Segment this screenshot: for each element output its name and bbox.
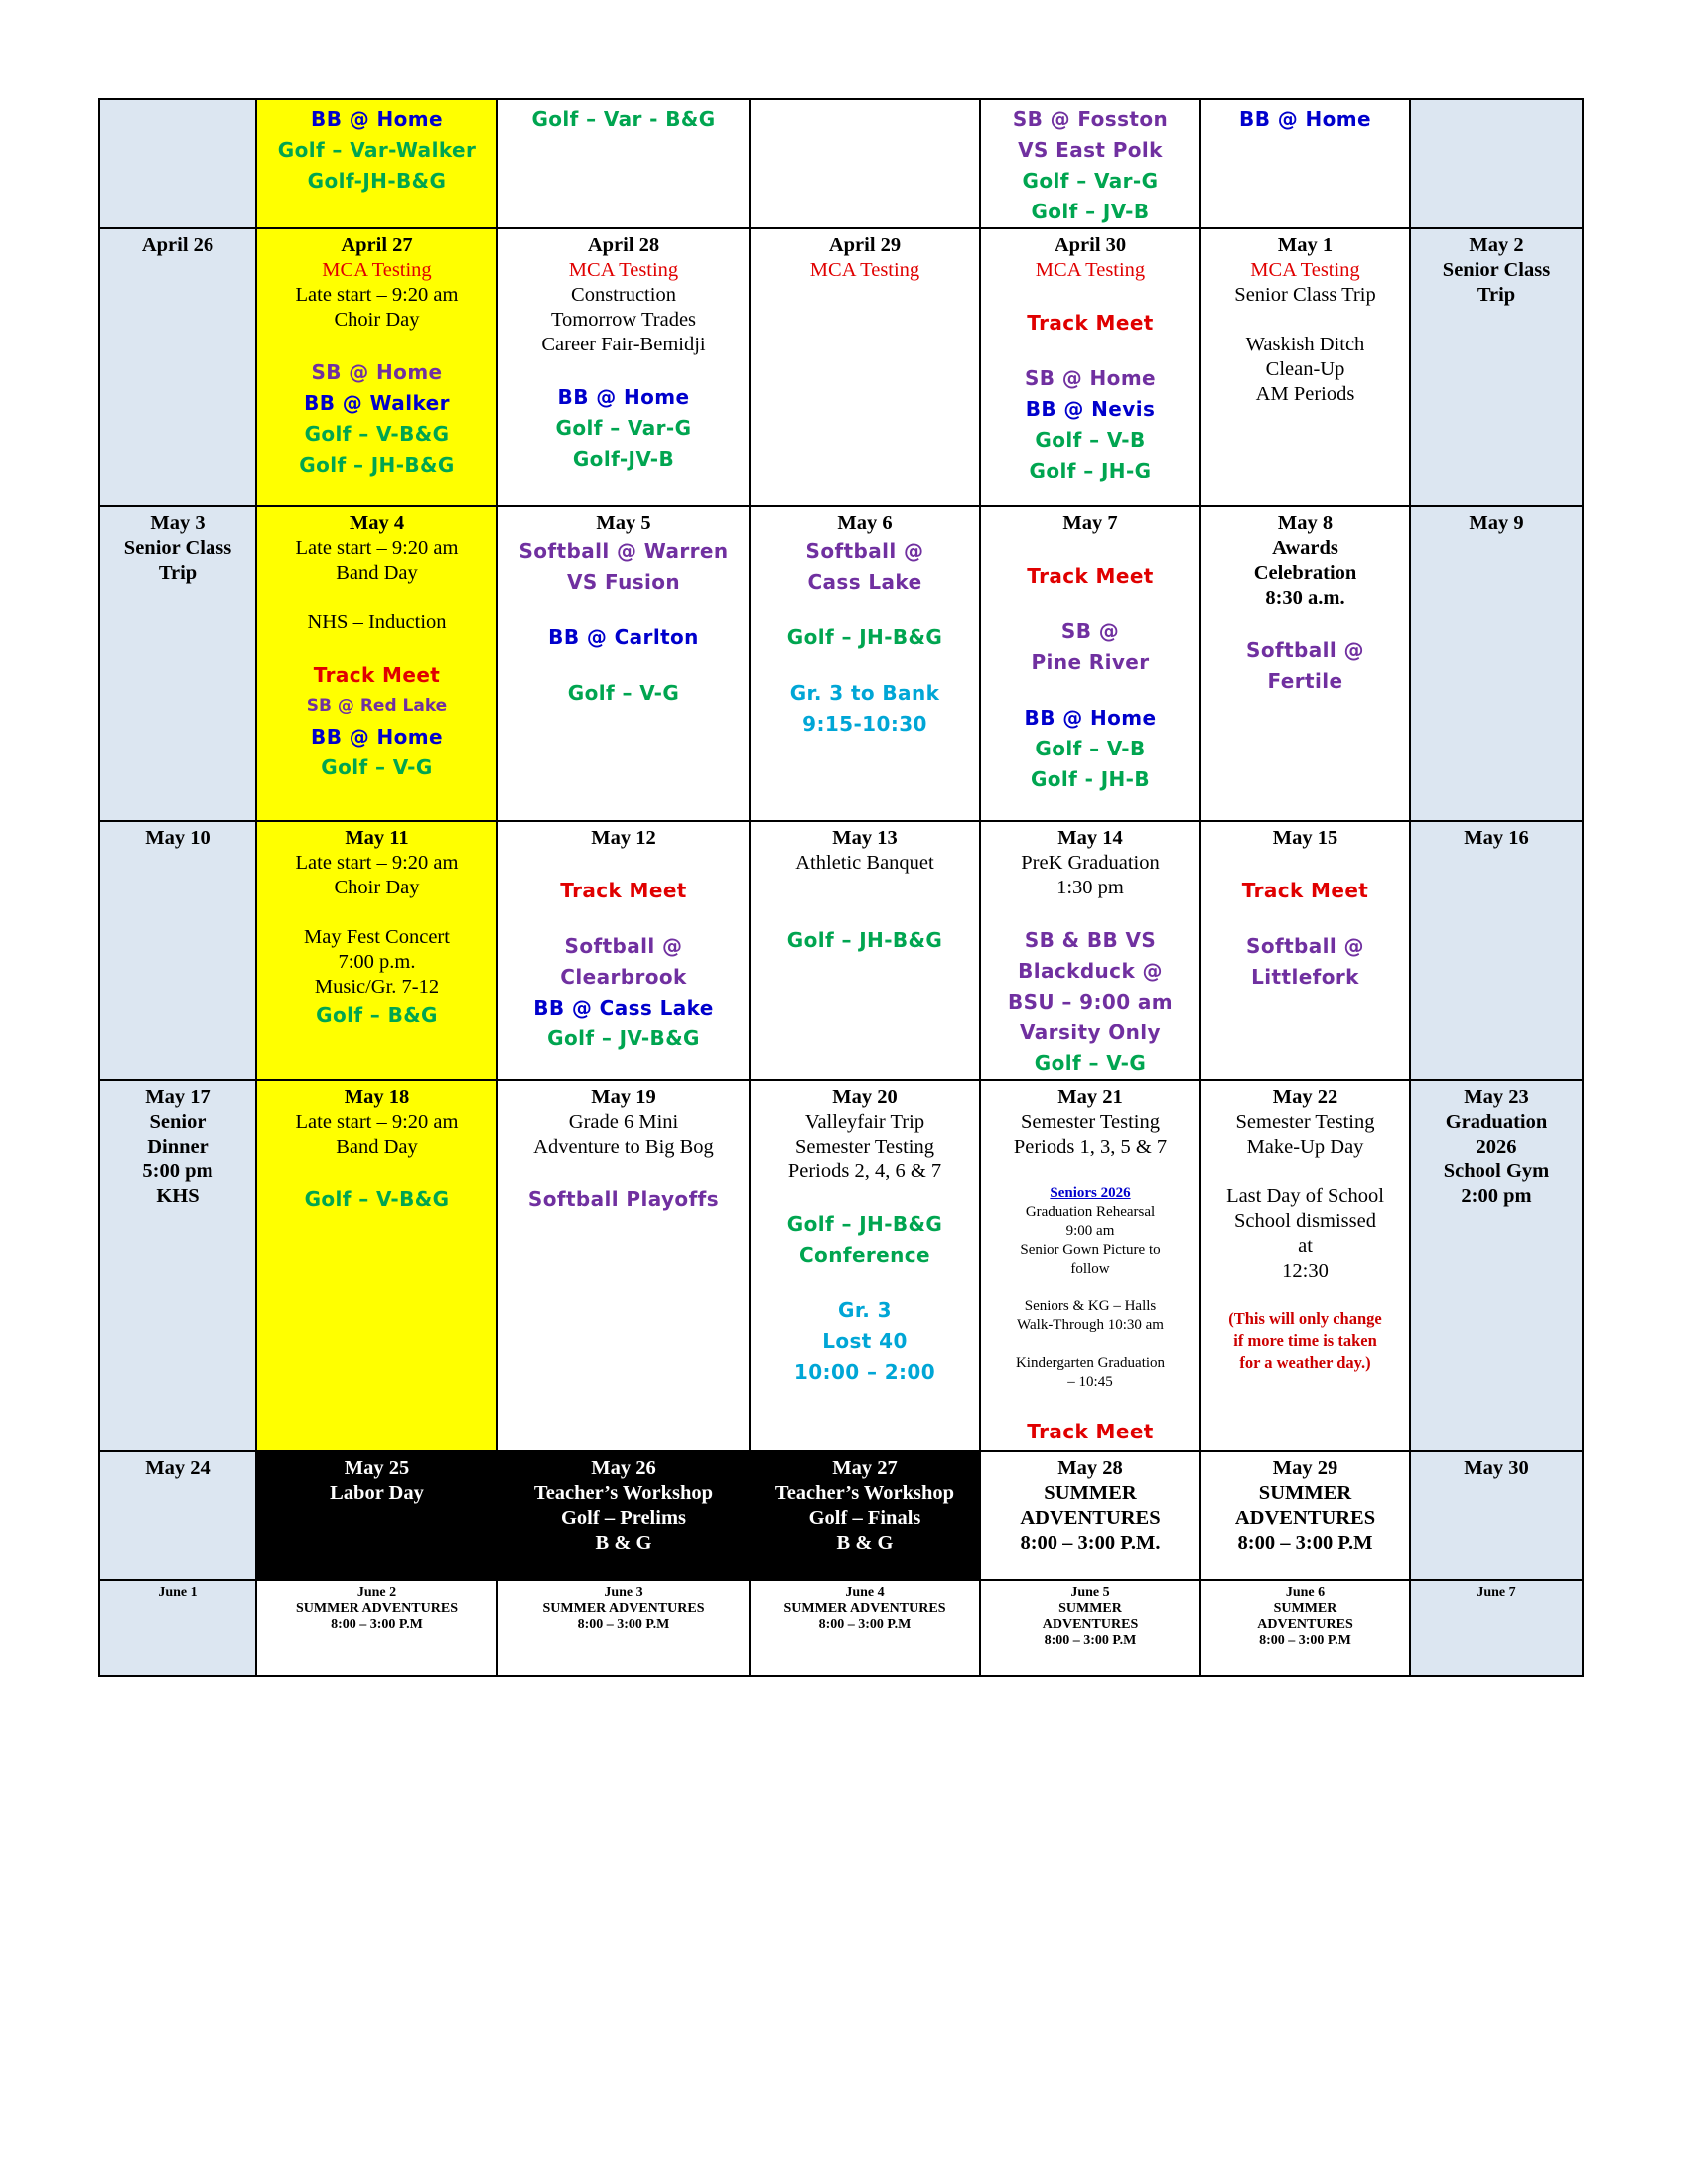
week-row	[99, 228, 1583, 506]
event-line: BB @ Home	[311, 725, 443, 749]
event-line: SUMMER	[1273, 1601, 1337, 1616]
event-line: 7:00 p.m.	[338, 951, 416, 973]
event-line: Celebration	[1253, 562, 1357, 584]
event-line: Kindergarten Graduation	[1015, 1355, 1166, 1371]
day-cell	[256, 821, 497, 1080]
event-line: Gr. 3 to Bank	[789, 681, 940, 705]
event-line: for a weather day.)	[1239, 1353, 1371, 1372]
event-line: 5:00 pm	[142, 1160, 213, 1182]
day-cell	[99, 228, 256, 506]
event-line: BB @ Carlton	[548, 625, 699, 649]
spacer	[1204, 1284, 1406, 1308]
event-line: May 27	[832, 1457, 898, 1479]
event-line: 9:00 am	[1065, 1223, 1115, 1239]
day-cell	[497, 228, 750, 506]
event-line: June 5	[1070, 1585, 1110, 1600]
event-line: Softball @	[564, 934, 683, 958]
day-cell	[497, 1080, 750, 1451]
event-line: Periods 2, 4, 6 & 7	[787, 1160, 942, 1182]
event-line: (This will only change	[1228, 1309, 1382, 1328]
event-line: Golf – V-B&G	[304, 1187, 450, 1211]
event-line: Golf – V-B&G	[304, 422, 450, 446]
event-line: April 29	[828, 234, 902, 256]
event-line: Lost 40	[822, 1329, 908, 1353]
spacer	[501, 653, 746, 678]
spacer	[984, 1279, 1196, 1297]
day-cell	[497, 821, 750, 1080]
event-line: June 2	[356, 1585, 397, 1600]
day-cell	[1200, 228, 1410, 506]
event-line: April 30	[1054, 234, 1127, 256]
event-line: May 6	[837, 512, 893, 534]
event-line: BB @ Home	[311, 107, 443, 131]
event-line: 8:00 – 3:00 P.M	[331, 1617, 423, 1632]
spacer	[260, 635, 493, 660]
day-cell	[1200, 1080, 1410, 1451]
day-cell	[497, 1451, 750, 1580]
event-line: May 29	[1272, 1457, 1338, 1479]
event-line: Awards	[1272, 537, 1338, 559]
event-line: if more time is taken	[1233, 1331, 1377, 1350]
event-line: Gr. 3	[838, 1298, 892, 1322]
event-line: Teacher’s Workshop	[533, 1482, 714, 1504]
day-cell	[1410, 1580, 1583, 1676]
event-line: Seniors 2026	[1050, 1185, 1131, 1201]
event-line: VS East Polk	[1018, 138, 1163, 162]
spacer	[260, 900, 493, 925]
event-line: BB @ Home	[1024, 706, 1157, 730]
event-line: MCA Testing	[1250, 259, 1360, 281]
day-cell	[750, 228, 980, 506]
spacer	[984, 592, 1196, 616]
event-line: May 28	[1057, 1457, 1123, 1479]
event-line: April 27	[341, 234, 413, 256]
event-line: ADVENTURES	[1020, 1507, 1161, 1529]
calendar-body	[99, 99, 1583, 1676]
spacer	[984, 678, 1196, 703]
event-line: May 19	[591, 1086, 656, 1108]
week-row	[99, 821, 1583, 1080]
spacer	[1204, 851, 1406, 876]
event-line: KHS	[156, 1185, 200, 1207]
event-line: Graduation	[1445, 1111, 1548, 1133]
day-cell	[1200, 506, 1410, 821]
event-line: May 13	[832, 827, 898, 849]
event-line: May 2	[1469, 234, 1524, 256]
event-line: May 1	[1277, 234, 1334, 256]
spacer	[754, 1271, 976, 1296]
event-line: Golf – JH-G	[1029, 459, 1152, 482]
day-cell	[980, 506, 1200, 821]
event-line: SB @ Home	[1024, 366, 1157, 390]
event-line: SUMMER ADVENTURES	[296, 1601, 458, 1616]
event-line: Band Day	[336, 1136, 418, 1158]
event-line: May 18	[344, 1086, 410, 1108]
spacer	[501, 906, 746, 931]
day-cell	[256, 506, 497, 821]
spacer	[1204, 906, 1406, 931]
event-line: Track Meet	[1027, 311, 1154, 335]
event-line: Last Day of School	[1226, 1185, 1384, 1207]
event-line: Career Fair-Bemidji	[541, 334, 706, 355]
event-line: Track Meet	[560, 879, 687, 902]
event-line: May 5	[596, 512, 651, 534]
event-line: May 24	[145, 1457, 211, 1479]
event-line: ADVENTURES	[1257, 1617, 1353, 1632]
event-line: Golf – JH-B&G	[299, 453, 455, 477]
event-line: SUMMER ADVENTURES	[542, 1601, 705, 1616]
event-line: Senior Class	[123, 537, 232, 559]
event-line: Softball @	[805, 539, 924, 563]
day-cell	[1200, 1451, 1410, 1580]
event-line: Golf – JH-B&G	[786, 928, 943, 952]
spacer	[754, 900, 976, 925]
event-line: May 14	[1057, 827, 1123, 849]
day-cell	[980, 1451, 1200, 1580]
week-row	[99, 1580, 1583, 1676]
event-line: Band Day	[336, 562, 418, 584]
event-line: June 7	[1477, 1585, 1516, 1600]
event-line: Clean-Up	[1265, 358, 1345, 380]
day-cell	[1200, 821, 1410, 1080]
day-cell	[750, 821, 980, 1080]
day-cell	[497, 1580, 750, 1676]
event-line: Seniors & KG – Halls	[1024, 1298, 1157, 1314]
event-line: VS Fusion	[566, 570, 681, 594]
spacer	[1204, 1160, 1406, 1184]
event-line: May 26	[591, 1457, 656, 1479]
event-line: May 10	[145, 827, 211, 849]
event-line: BB @ Nevis	[1025, 397, 1156, 421]
day-cell	[1200, 1580, 1410, 1676]
event-line: Late start – 9:20 am	[295, 1111, 459, 1133]
event-line: Softball @ Warren	[518, 539, 729, 563]
day-cell	[980, 821, 1200, 1080]
day-cell	[750, 1080, 980, 1451]
event-line: Semester Testing	[1021, 1111, 1160, 1133]
event-line: Athletic Banquet	[795, 852, 934, 874]
event-line: Cass Lake	[807, 570, 922, 594]
event-line: Semester Testing	[795, 1136, 934, 1158]
spacer	[501, 357, 746, 382]
event-line: Clearbrook	[560, 965, 687, 989]
day-cell	[1410, 1451, 1583, 1580]
event-line: Blackduck @	[1018, 959, 1163, 983]
event-line: MCA Testing	[1035, 259, 1146, 281]
event-line: May 20	[832, 1086, 898, 1108]
spacer	[754, 876, 976, 900]
spacer	[1204, 611, 1406, 635]
day-cell	[750, 506, 980, 821]
event-line: Golf – JH-B&G	[786, 625, 943, 649]
event-line: Waskish Ditch	[1245, 334, 1365, 355]
event-line: SB @ Fosston	[1012, 107, 1169, 131]
event-line: SB @	[1060, 619, 1120, 643]
spacer	[501, 851, 746, 876]
day-cell	[980, 99, 1200, 228]
event-line: Softball Playoffs	[527, 1187, 720, 1211]
spacer	[984, 283, 1196, 308]
day-cell	[256, 1451, 497, 1580]
spacer	[984, 1335, 1196, 1354]
calendar-table	[98, 98, 1584, 1677]
event-line: 8:00 – 3:00 P.M.	[1020, 1532, 1161, 1554]
event-line: Teacher’s Workshop	[774, 1482, 955, 1504]
spacer	[501, 1160, 746, 1184]
event-line: 1:30 pm	[1056, 877, 1124, 898]
event-line: Track Meet	[1027, 564, 1154, 588]
spacer	[984, 1160, 1196, 1184]
day-cell	[256, 228, 497, 506]
event-line: Construction	[571, 284, 676, 306]
event-line: Track Meet	[1241, 879, 1369, 902]
event-line: Golf – Var - B&G	[531, 107, 716, 131]
week-row	[99, 99, 1583, 228]
spacer	[260, 1160, 493, 1184]
event-line: BB @ Home	[557, 385, 690, 409]
day-cell	[750, 1451, 980, 1580]
day-cell	[1410, 821, 1583, 1080]
event-line: April 28	[587, 234, 660, 256]
event-line: May 25	[344, 1457, 410, 1479]
event-line: Late start – 9:20 am	[295, 284, 459, 306]
event-line: SUMMER	[1058, 1601, 1122, 1616]
event-line: SB & BB VS	[1024, 928, 1157, 952]
day-cell	[750, 1580, 980, 1676]
event-line: May 11	[345, 827, 409, 849]
event-line: 8:00 – 3:00 P.M	[1259, 1633, 1351, 1648]
spacer	[260, 333, 493, 357]
event-line: 8:30 a.m.	[1265, 587, 1345, 609]
event-line: June 1	[158, 1585, 198, 1600]
event-line: Golf – V-B	[1035, 737, 1146, 760]
event-line: 8:00 – 3:00 P.M	[577, 1617, 670, 1632]
event-line: Senior Class	[1442, 259, 1551, 281]
week-row	[99, 506, 1583, 821]
event-line: AM Periods	[1255, 383, 1355, 405]
spacer	[754, 1184, 976, 1209]
event-line: PreK Graduation	[1021, 852, 1160, 874]
day-cell	[99, 506, 256, 821]
day-cell	[99, 1080, 256, 1451]
event-line: School Gym	[1443, 1160, 1550, 1182]
event-line: Periods 1, 3, 5 & 7	[1013, 1136, 1168, 1158]
event-line: at	[1298, 1235, 1313, 1257]
event-line: ADVENTURES	[1234, 1507, 1376, 1529]
spacer	[984, 1392, 1196, 1417]
event-line: 9:15-10:30	[802, 712, 927, 736]
week-row	[99, 1451, 1583, 1580]
event-line: Golf-JH-B&G	[307, 169, 447, 193]
event-line: Trip	[158, 562, 198, 584]
day-cell	[256, 1580, 497, 1676]
event-line: Pine River	[1031, 650, 1150, 674]
spacer	[501, 598, 746, 622]
spacer	[1204, 308, 1406, 333]
day-cell	[1410, 506, 1583, 821]
event-line: May 15	[1272, 827, 1338, 849]
day-cell	[980, 1580, 1200, 1676]
event-line: Senior Gown Picture to	[1020, 1242, 1161, 1258]
event-line: May 3	[150, 512, 206, 534]
day-cell	[980, 1080, 1200, 1451]
event-line: MCA Testing	[809, 259, 920, 281]
event-line: Fertile	[1267, 669, 1343, 693]
event-line: Choir Day	[334, 877, 420, 898]
event-line: Golf - JH-B	[1030, 767, 1151, 791]
event-line: May 12	[591, 827, 656, 849]
spacer	[984, 900, 1196, 925]
day-cell	[1200, 99, 1410, 228]
event-line: May 9	[1469, 512, 1524, 534]
event-line: Music/Gr. 7-12	[314, 976, 440, 998]
event-line: Softball @	[1246, 638, 1364, 662]
week-row	[99, 1080, 1583, 1451]
event-line: MCA Testing	[568, 259, 679, 281]
day-cell	[256, 99, 497, 228]
event-line: Graduation Rehearsal	[1025, 1204, 1156, 1220]
event-line: Tomorrow Trades	[550, 309, 697, 331]
day-cell	[99, 821, 256, 1080]
event-line: ADVENTURES	[1042, 1617, 1139, 1632]
spacer	[260, 586, 493, 611]
event-line: May Fest Concert	[304, 926, 450, 948]
event-line: May 16	[1464, 827, 1529, 849]
event-line: April 26	[141, 234, 214, 256]
event-line: Golf – V-B	[1035, 428, 1146, 452]
event-line: Senior	[149, 1111, 207, 1133]
event-line: NHS – Induction	[307, 612, 447, 633]
event-line: Late start – 9:20 am	[295, 537, 459, 559]
event-line: Golf – V-G	[321, 755, 433, 779]
event-line: Golf – JV-B	[1031, 200, 1150, 223]
event-line: B & G	[836, 1532, 894, 1554]
event-line: MCA Testing	[322, 259, 432, 281]
event-line: Golf – V-G	[1034, 1051, 1147, 1075]
event-line: Semester Testing	[1235, 1111, 1375, 1133]
event-line: Golf – Prelims	[560, 1507, 686, 1529]
spacer	[984, 536, 1196, 561]
event-line: 8:00 – 3:00 P.M	[818, 1617, 912, 1632]
event-line: Choir Day	[334, 309, 420, 331]
event-line: 8:00 – 3:00 P.M	[1237, 1532, 1373, 1554]
spacer	[754, 598, 976, 622]
spacer	[984, 339, 1196, 363]
event-line: Conference	[798, 1243, 930, 1267]
event-line: Senior Class Trip	[1234, 284, 1376, 306]
event-line: Softball @	[1246, 934, 1364, 958]
day-cell	[99, 1451, 256, 1580]
event-line: Littlefork	[1251, 965, 1359, 989]
event-line: Dinner	[147, 1136, 209, 1158]
event-line: SUMMER ADVENTURES	[783, 1601, 946, 1616]
event-line: Golf – Finals	[808, 1507, 921, 1529]
spacer	[754, 653, 976, 678]
event-line: Make-Up Day	[1246, 1136, 1364, 1158]
event-line: May 30	[1464, 1457, 1529, 1479]
day-cell	[256, 1080, 497, 1451]
event-line: 2:00 pm	[1461, 1185, 1532, 1207]
day-cell	[99, 1580, 256, 1676]
day-cell	[1410, 228, 1583, 506]
event-line: Late start – 9:20 am	[295, 852, 459, 874]
event-line: June 6	[1285, 1585, 1326, 1600]
event-line: May 7	[1062, 512, 1118, 534]
event-line: 8:00 – 3:00 P.M	[1044, 1633, 1137, 1648]
event-line: SUMMER	[1044, 1482, 1137, 1504]
event-line: follow	[1070, 1261, 1110, 1277]
event-line: Trip	[1477, 284, 1516, 306]
event-line: SB @ Home	[311, 360, 443, 384]
event-line: School dismissed	[1234, 1210, 1376, 1232]
event-line: B & G	[595, 1532, 652, 1554]
day-cell	[1410, 99, 1583, 228]
event-line: Grade 6 Mini	[568, 1111, 679, 1133]
event-line: May 22	[1272, 1086, 1338, 1108]
event-line: Golf-JV-B	[572, 447, 675, 471]
event-line: May 23	[1464, 1086, 1529, 1108]
event-line: BB @ Home	[1239, 107, 1371, 131]
event-line: Varsity Only	[1020, 1021, 1161, 1044]
event-line: Golf – JV-B&G	[547, 1026, 700, 1050]
event-line: Labor Day	[330, 1482, 424, 1504]
event-line: BSU – 9:00 am	[1007, 990, 1174, 1014]
event-line: 10:00 – 2:00	[793, 1360, 936, 1384]
day-cell	[497, 506, 750, 821]
event-line: BB @ Walker	[304, 391, 450, 415]
day-cell	[99, 99, 256, 228]
event-line: BB @ Cass Lake	[533, 996, 714, 1020]
day-cell	[1410, 1080, 1583, 1451]
day-cell	[980, 228, 1200, 506]
event-line: Golf – B&G	[316, 1003, 438, 1026]
event-line: Golf – V-G	[567, 681, 680, 705]
event-line: Walk-Through 10:30 am	[1017, 1317, 1164, 1333]
event-line: Golf – Var-G	[555, 416, 692, 440]
day-cell	[750, 99, 980, 228]
event-line: Adventure to Big Bog	[533, 1136, 714, 1158]
event-line: Track Meet	[313, 663, 441, 687]
event-line: May 8	[1277, 512, 1334, 534]
event-line: Golf – Var-Walker	[277, 138, 477, 162]
event-line: SUMMER	[1258, 1482, 1352, 1504]
event-line: Golf – Var-G	[1022, 169, 1159, 193]
event-line: 2026	[1476, 1136, 1517, 1158]
day-cell	[497, 99, 750, 228]
event-line: SB @ Red Lake	[306, 696, 448, 716]
event-line: 12:30	[1282, 1260, 1329, 1282]
event-line: June 4	[845, 1585, 885, 1600]
event-line: June 3	[604, 1585, 643, 1600]
event-line: May 21	[1057, 1086, 1123, 1108]
event-line: Track Meet	[1027, 1420, 1154, 1443]
event-line: Valleyfair Trip	[804, 1111, 925, 1133]
event-line: Golf – JH-B&G	[786, 1212, 943, 1236]
event-line: – 10:45	[1067, 1374, 1113, 1390]
event-line: May 17	[145, 1086, 211, 1108]
event-line: May 4	[349, 512, 405, 534]
